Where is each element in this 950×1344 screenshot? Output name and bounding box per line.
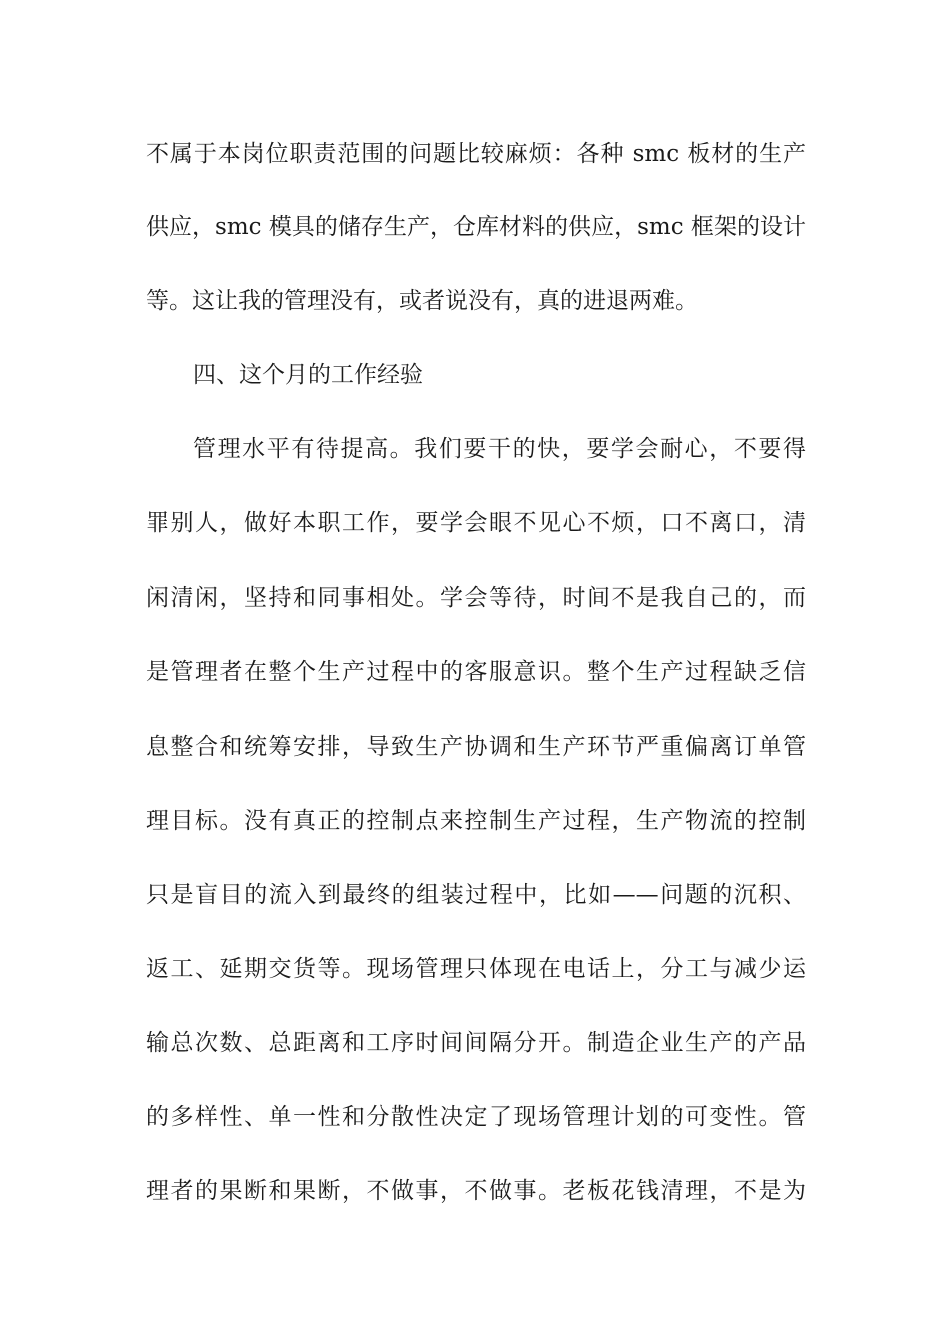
body-text-line: 理者的果断和果断，不做事，不做事。老板花钱清理，不是为 xyxy=(146,1178,806,1204)
body-text-line: 息整合和统筹安排，导致生产协调和生产环节严重偏离订单管 xyxy=(146,734,806,760)
body-text-line: 等。这让我的管理没有，或者说没有，真的进退两难。 xyxy=(146,288,698,314)
body-text-line: 的多样性、单一性和分散性决定了现场管理计划的可变性。管 xyxy=(146,1104,806,1130)
body-text-line: 不属于本岗位职责范围的问题比较麻烦：各种 smc 板材的生产 xyxy=(146,141,806,167)
body-text-line: 返工、延期交货等。现场管理只体现在电话上，分工与减少运 xyxy=(146,956,806,982)
body-text-line: 是管理者在整个生产过程中的客服意识。整个生产过程缺乏信 xyxy=(146,659,806,685)
body-text-line: 只是盲目的流入到最终的组装过程中，比如——问题的沉积、 xyxy=(146,882,806,908)
body-text-line: 罪别人，做好本职工作，要学会眼不见心不烦，口不离口，清 xyxy=(146,510,806,536)
body-text-line: 闲清闲，坚持和同事相处。学会等待，时间不是我自己的，而 xyxy=(146,585,806,611)
body-text-line: 管理水平有待提高。我们要干的快，要学会耐心，不要得 xyxy=(193,436,806,462)
body-text-line: 理目标。没有真正的控制点来控制生产过程，生产物流的控制 xyxy=(146,808,806,834)
section-heading: 四、这个月的工作经验 xyxy=(193,362,423,388)
body-text-line: 输总次数、总距离和工序时间间隔分开。制造企业生产的产品 xyxy=(146,1030,806,1056)
body-text-line: 供应，smc 模具的储存生产，仓库材料的供应，smc 框架的设计 xyxy=(146,214,806,240)
